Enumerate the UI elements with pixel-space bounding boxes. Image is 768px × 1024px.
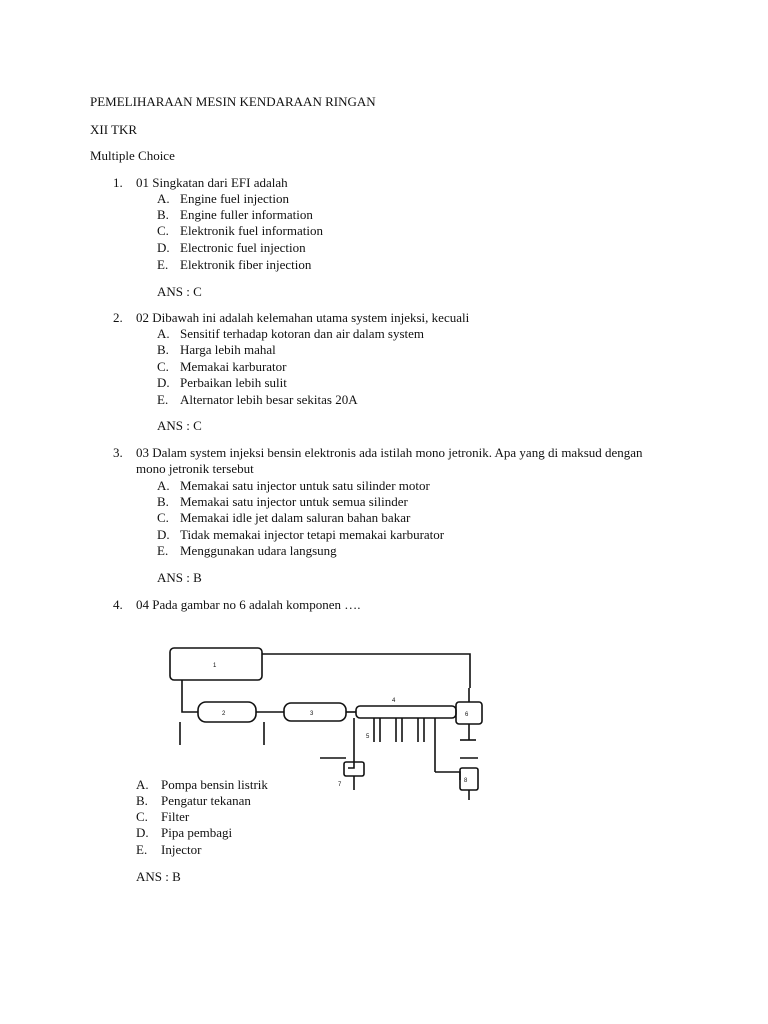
fuel-pump-shape (198, 702, 256, 722)
option-letter: D. (136, 825, 149, 840)
pressure-regulator-shape (456, 702, 482, 724)
option-text: Elektronik fiber injection (180, 257, 312, 272)
option-text: Elektronik fuel information (180, 223, 323, 238)
option-letter: B. (136, 793, 148, 808)
diagram-label-6: 6 (465, 712, 469, 718)
diagram-label-8: 8 (464, 778, 468, 784)
option-text: Injector (161, 842, 202, 857)
answer-label: ANS : C (157, 284, 202, 299)
diagram-label-1: 1 (213, 663, 217, 669)
class-label: XII TKR (90, 122, 138, 137)
option-text: Memakai satu injector untuk semua silinder (180, 494, 408, 509)
option-letter: C. (157, 510, 169, 525)
option-text: Sensitif terhadap kotoran dan air dalam system (180, 326, 425, 341)
option-text: Memakai satu injector untuk satu silinder motor (180, 478, 430, 493)
option-letter: B. (157, 342, 169, 357)
option-text: Pipa pembagi (161, 825, 233, 840)
diagram-label-7: 7 (338, 782, 342, 788)
option-letter: E. (136, 842, 148, 857)
answer-label: ANS : C (157, 418, 202, 433)
option-text: Alternator lebih besar sekitas 20A (180, 392, 358, 407)
option-text: Menggunakan udara langsung (180, 543, 337, 558)
option-letter: A. (157, 478, 170, 493)
option-letter: E. (157, 543, 169, 558)
option-letter: A. (136, 777, 149, 792)
diagram-label-3: 3 (310, 711, 314, 717)
diagram-label-2: 2 (222, 711, 226, 717)
option-letter: A. (157, 326, 170, 341)
answer-label: ANS : B (136, 869, 181, 884)
option-letter: D. (157, 375, 170, 390)
question-text-continued: mono jetronik tersebut (136, 461, 254, 476)
thermo-switch-shape (460, 768, 478, 790)
option-letter: C. (157, 223, 169, 238)
option-letter: D. (157, 240, 170, 255)
document-title: PEMELIHARAAN MESIN KENDARAAN RINGAN (90, 94, 376, 109)
question-number: 4. (113, 597, 123, 612)
option-text: Perbaikan lebih sulit (180, 375, 287, 390)
question-text: 04 Pada gambar no 6 adalah komponen …. (136, 597, 361, 612)
option-text: Memakai idle jet dalam saluran bahan bakar (180, 510, 411, 525)
question-text: 02 Dibawah ini adalah kelemahan utama system injeksi, kecuali (136, 310, 470, 325)
diagram-label-4: 4 (392, 698, 396, 704)
option-text: Engine fuel injection (180, 191, 290, 206)
question-number: 3. (113, 445, 123, 460)
option-text: Pompa bensin listrik (161, 777, 268, 792)
option-letter: C. (157, 359, 169, 374)
option-text: Filter (161, 809, 190, 824)
answer-label: ANS : B (157, 570, 202, 585)
option-letter: E. (157, 392, 169, 407)
option-text: Engine fuller information (180, 207, 313, 222)
option-text: Electronic fuel injection (180, 240, 306, 255)
diagram-label-5: 5 (366, 734, 370, 740)
option-letter: C. (136, 809, 148, 824)
fuel-filter-shape (284, 703, 346, 721)
option-letter: A. (157, 191, 170, 206)
question-number: 1. (113, 175, 123, 190)
section-label: Multiple Choice (90, 148, 175, 163)
question-number: 2. (113, 310, 123, 325)
option-text: Harga lebih mahal (180, 342, 276, 357)
delivery-pipe-shape (356, 706, 456, 718)
option-letter: D. (157, 527, 170, 542)
question-text: 01 Singkatan dari EFI adalah (136, 175, 288, 190)
option-letter: B. (157, 494, 169, 509)
option-text: Tidak memakai injector tetapi memakai karburator (180, 527, 445, 542)
option-letter: B. (157, 207, 169, 222)
option-text: Pengatur tekanan (161, 793, 251, 808)
question-text: 03 Dalam system injeksi bensin elektronis ada istilah mono jetronik. Apa yang di maksud dengan (136, 445, 643, 460)
option-text: Memakai karburator (180, 359, 287, 374)
option-letter: E. (157, 257, 169, 272)
